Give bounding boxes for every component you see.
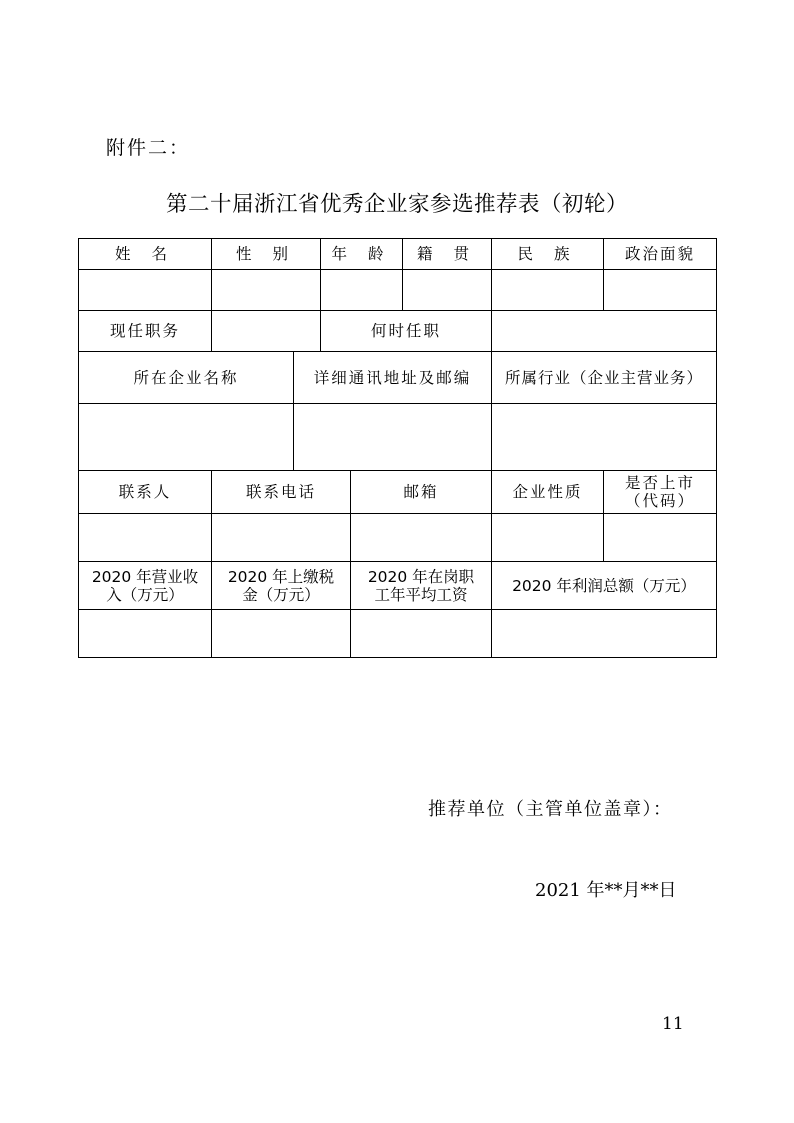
page-number: 11 bbox=[662, 1014, 684, 1034]
header-appointed-since: 何时任职 bbox=[370, 322, 441, 340]
header-age: 年 龄 bbox=[331, 245, 392, 263]
header-contact-phone: 联系电话 bbox=[245, 483, 316, 501]
enterprise-nature-field[interactable] bbox=[492, 514, 603, 561]
header-company-name: 所在企业名称 bbox=[133, 368, 239, 387]
header-tax-2020 bbox=[212, 562, 350, 609]
contact-person-field[interactable] bbox=[79, 514, 211, 561]
table-border-right bbox=[716, 238, 717, 658]
current-position-field[interactable] bbox=[212, 311, 320, 351]
listed-code-field[interactable] bbox=[604, 514, 716, 561]
attachment-label: 附件二： bbox=[106, 137, 191, 159]
header-address-postcode: 详细通讯地址及邮编 bbox=[313, 368, 472, 387]
origin-field[interactable] bbox=[403, 270, 491, 310]
tax-line1: 2020 年上缴税 bbox=[227, 567, 335, 586]
date-line: 2021 年**月**日 bbox=[535, 880, 677, 901]
revenue-line1: 2020 年营业收 bbox=[91, 567, 199, 586]
header-political-status: 政治面貌 bbox=[624, 245, 695, 263]
ethnicity-field[interactable] bbox=[492, 270, 603, 310]
form-title: 第二十届浙江省优秀企业家参选推荐表（初轮） bbox=[165, 192, 628, 217]
tax-line2: 金（万元） bbox=[242, 585, 320, 604]
header-name: 姓 名 bbox=[115, 245, 175, 263]
header-industry: 所属行业（企业主营业务） bbox=[504, 368, 703, 387]
address-postcode-field[interactable] bbox=[294, 404, 491, 470]
header-contact-person: 联系人 bbox=[118, 483, 172, 501]
revenue-field[interactable] bbox=[79, 610, 211, 657]
revenue-line2: 入（万元） bbox=[106, 585, 184, 604]
appointed-since-field[interactable] bbox=[492, 311, 716, 351]
wage-line2: 工年平均工资 bbox=[374, 585, 468, 604]
table-border-bottom bbox=[78, 657, 717, 658]
header-avg-wage-2020 bbox=[351, 562, 491, 609]
header-revenue-2020 bbox=[79, 562, 211, 609]
header-email: 邮箱 bbox=[403, 483, 439, 501]
listed-line2: （代码） bbox=[624, 492, 695, 510]
name-field[interactable] bbox=[79, 270, 211, 310]
wage-line1: 2020 年在岗职 bbox=[367, 567, 475, 586]
industry-field[interactable] bbox=[492, 404, 716, 470]
header-profit-2020: 2020 年利润总额（万元） bbox=[512, 576, 696, 595]
header-enterprise-nature: 企业性质 bbox=[512, 483, 583, 501]
header-ethnicity: 民 族 bbox=[517, 245, 578, 263]
header-gender: 性 别 bbox=[236, 245, 296, 263]
age-field[interactable] bbox=[321, 270, 402, 310]
email-field[interactable] bbox=[351, 514, 491, 561]
profit-field[interactable] bbox=[492, 610, 716, 657]
contact-phone-field[interactable] bbox=[212, 514, 350, 561]
listed-line1: 是否上市 bbox=[624, 474, 695, 492]
political-status-field[interactable] bbox=[604, 270, 716, 310]
avg-wage-field[interactable] bbox=[351, 610, 491, 657]
gender-field[interactable] bbox=[212, 270, 320, 310]
tax-field[interactable] bbox=[212, 610, 350, 657]
company-name-field[interactable] bbox=[79, 404, 293, 470]
header-listed-code bbox=[604, 471, 716, 513]
header-origin: 籍 贯 bbox=[417, 245, 477, 263]
recommending-unit-label: 推荐单位（主管单位盖章）： bbox=[428, 799, 673, 820]
header-current-position: 现任职务 bbox=[109, 322, 180, 340]
